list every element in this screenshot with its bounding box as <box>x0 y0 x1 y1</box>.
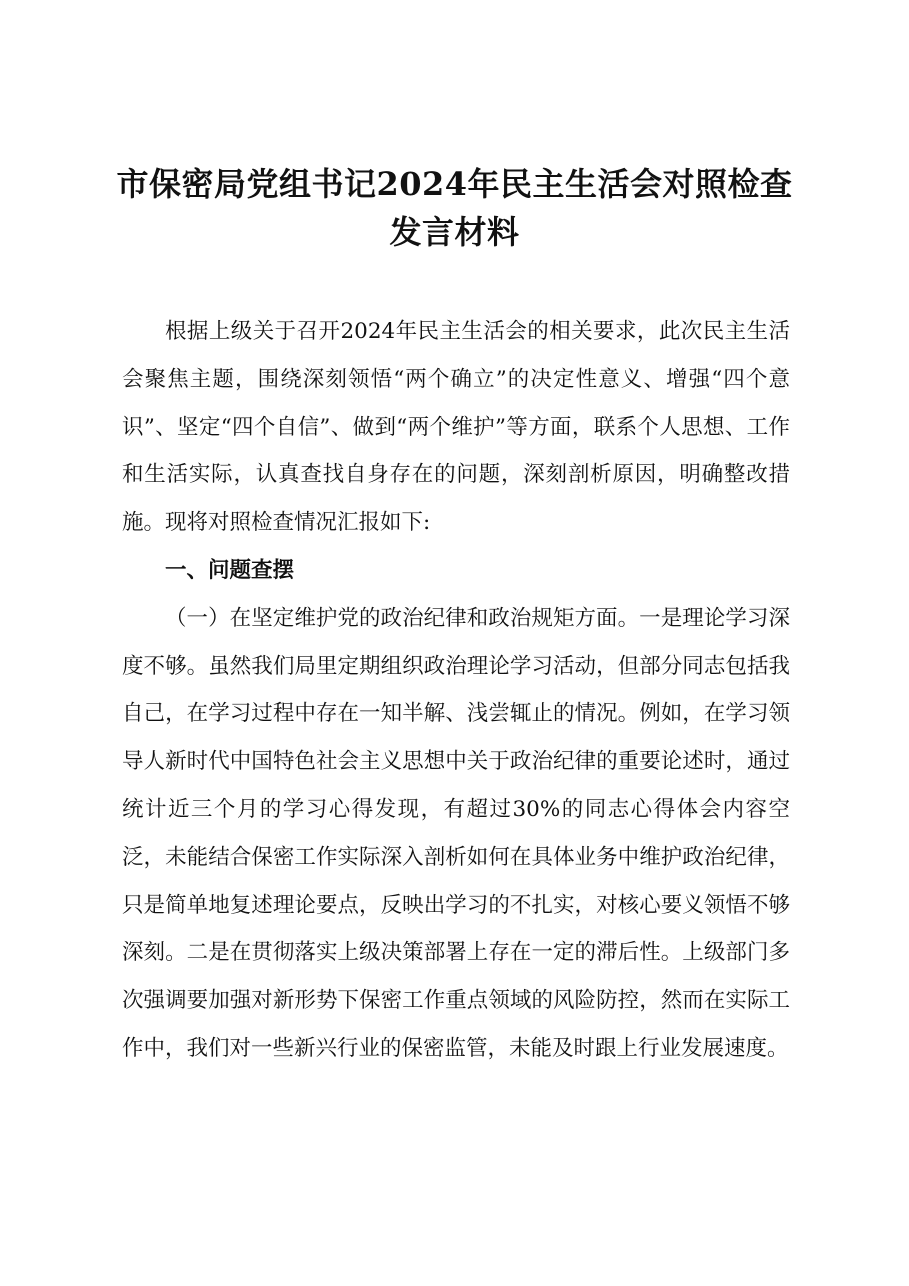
title-line-2: 发言材料 <box>389 213 520 251</box>
subsection-body: 一是理论学习深度不够。虽然我们局里定期组织政治理论学习活动，但部分同志包括我自己，在学习过程中存在一知半解、浅尝辄止的情况。例如，在学习领导人新时代中国特色社会主义思想中关于政治纪律的重要论述时，通过统计近三个月的学习心得发现，有超过30%的同志心得体会内容空泛，未能结合保密工作实际深入剖析如何在具体业务中维护政治纪律，只是简单地复述理论要点，反映出学习的不扎实，对核心要义领悟不够深刻。二是在贯彻落实上级决策部署上存在一定的滞后性。上级部门多次强调要加强对新形势下保密工作重点领域的风险防控，然而在实际工作中，我们对一些新兴行业的保密监管，未能及时跟上行业发展速度。 <box>122 605 790 1061</box>
intro-paragraph: 根据上级关于召开2024年民主生活会的相关要求，此次民主生活会聚焦主题，围绕深刻领悟“两个确立”的决定性意义、增强“四个意识”、坚定“四个自信”、做到“两个维护”等方面，联系个人思想、工作和生活实际，认真查找自身存在的问题，深刻剖析原因，明确整改措施。现将对照检查情况汇报如下: <box>122 319 790 536</box>
document-body <box>122 308 790 1073</box>
document-title <box>100 160 809 256</box>
subsection-paragraph <box>122 595 790 1073</box>
subsection-heading: （一）在坚定维护党的政治纪律和政治规矩方面。 <box>165 605 640 631</box>
section-heading-problems: 一、问题查摆 <box>165 557 295 583</box>
title-line-1: 市保密局党组书记2024年民主生活会对照检查 <box>116 165 793 203</box>
